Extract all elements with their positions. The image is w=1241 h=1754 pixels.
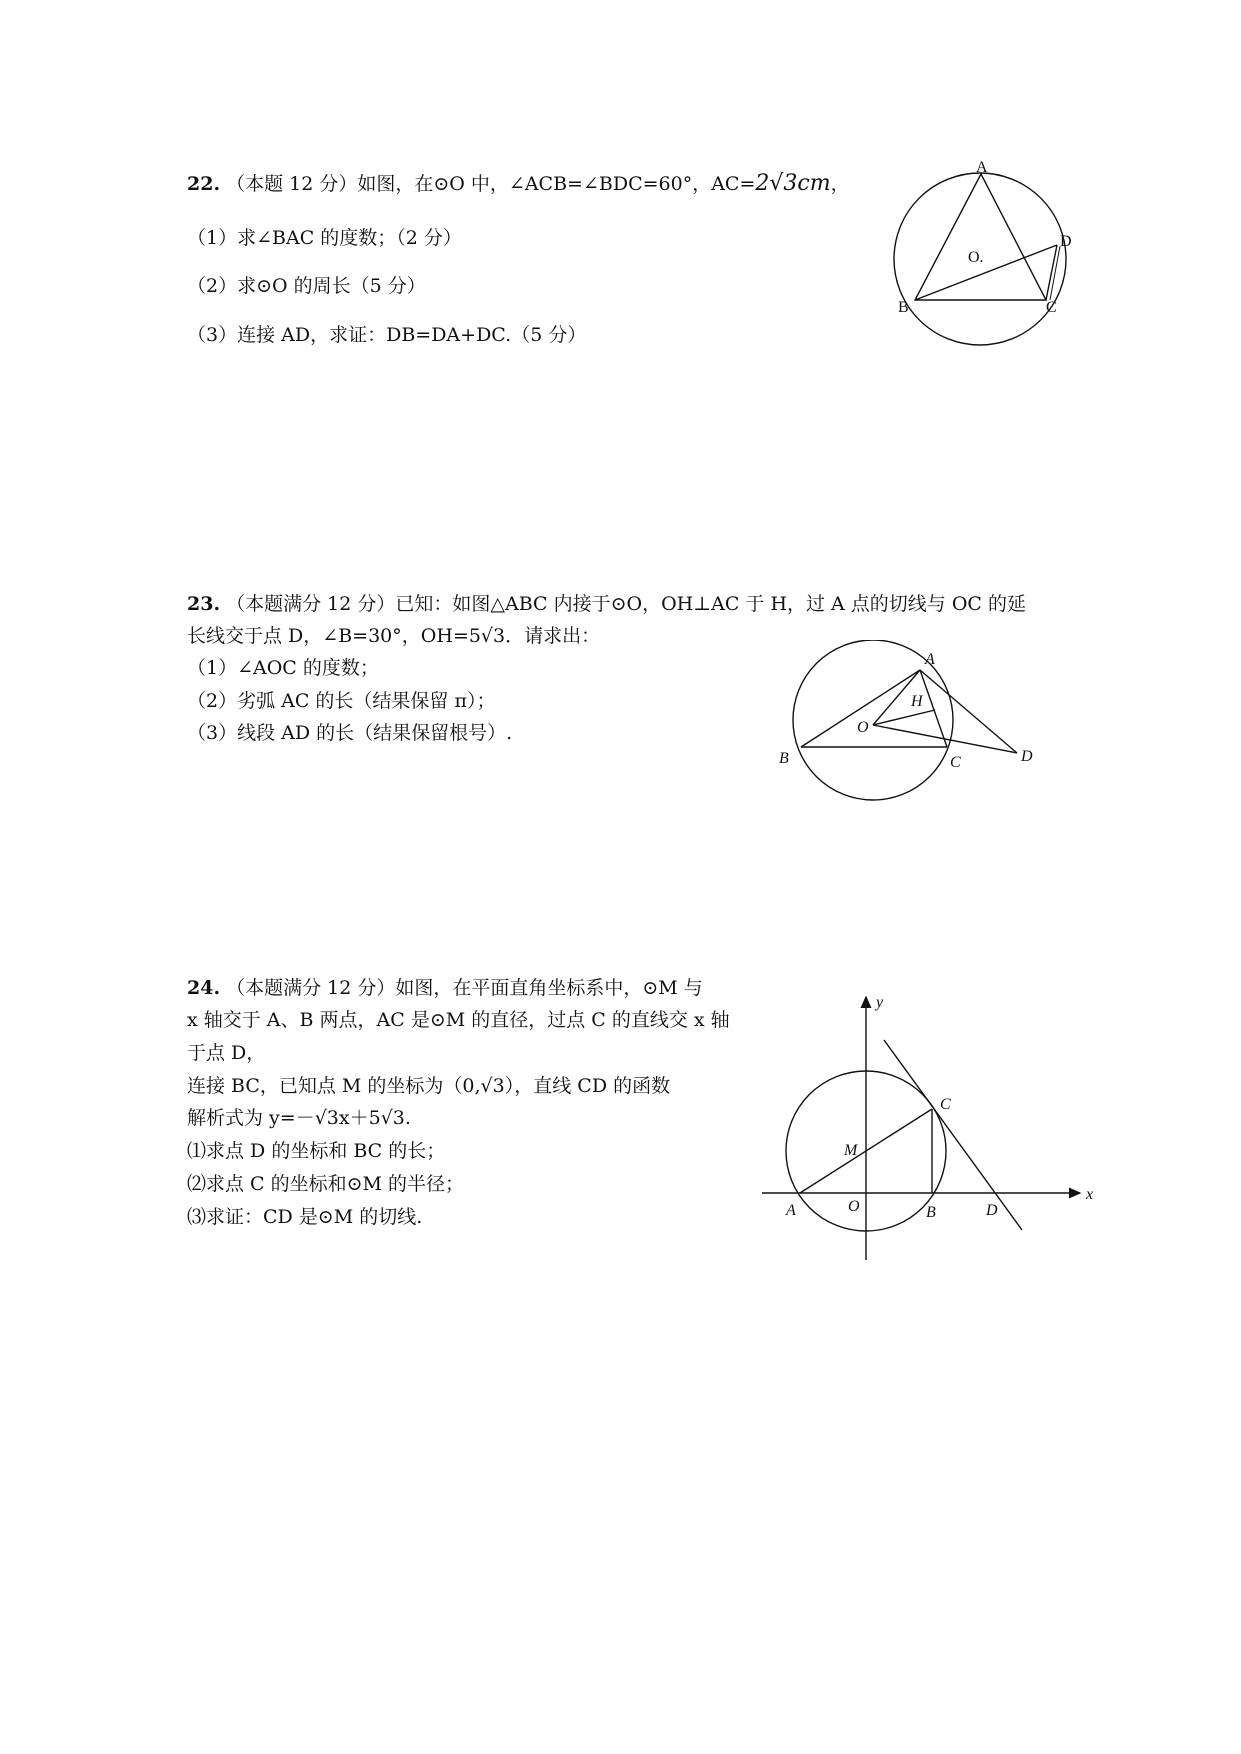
q22-segment-bd — [915, 245, 1057, 300]
q23-label-d: D — [1021, 748, 1033, 765]
q23-line2: 长线交于点 D，∠B=30°，OH=5√3．请求出： — [187, 625, 601, 647]
q23-text1: （本题满分 12 分）已知：如图△ABC 内接于⊙O，OH⊥AC 于 H，过 A 点的切线与 OC 的延 — [226, 593, 1027, 615]
q24-label-y: y — [876, 994, 884, 1011]
q22-label-a: A — [976, 160, 988, 176]
q23-segment-od — [873, 725, 1017, 753]
q24-sub3: ⑶求证：CD 是⊙M 的切线. — [187, 1206, 423, 1228]
q24-text1: （本题满分 12 分）如图，在平面直角坐标系中，⊙M 与 — [226, 977, 703, 999]
q24-label-a: A — [786, 1202, 796, 1219]
q23-label-h: H — [911, 693, 923, 710]
q22-figure — [880, 160, 1100, 350]
q22-tail: ， — [830, 173, 850, 195]
q24-line5: 解析式为 y=－√3x＋5√3. — [187, 1107, 411, 1129]
q22-triangle-abc — [915, 174, 1046, 300]
q22-sub1: （1）求∠BAC 的度数；（2 分） — [187, 227, 462, 249]
q23-sub2: （2）劣弧 AC 的长（结果保留 π）； — [187, 690, 496, 712]
q22-line1 — [187, 172, 850, 196]
q24-label-x: x — [1086, 1186, 1094, 1203]
q22-label-d: D — [1060, 233, 1072, 250]
q24-line-cd — [884, 1040, 1022, 1230]
q23-label-c: C — [950, 754, 961, 771]
q24-sub2: ⑵求点 C 的坐标和⊙M 的半径； — [187, 1173, 465, 1195]
q23-figure — [775, 640, 1050, 805]
q24-line1 — [187, 976, 703, 1000]
q23-label-o: O — [857, 719, 869, 736]
q24-figure — [760, 985, 1110, 1267]
q22-text: （本题 12 分）如图，在⊙O 中，∠ACB=∠BDC=60°，AC= — [226, 173, 756, 195]
q23-sub3: （3）线段 AD 的长（结果保留根号）. — [187, 722, 513, 744]
q23-sub1: （1）∠AOC 的度数； — [187, 657, 379, 679]
q24-line2: x 轴交于 A、B 两点，AC 是⊙M 的直径，过点 C 的直线交 x 轴 — [187, 1009, 730, 1031]
q24-label-b: B — [926, 1204, 936, 1221]
q24-label-c: C — [940, 1096, 951, 1113]
q23-label-a: A — [925, 651, 935, 668]
q22-number: 22. — [187, 173, 221, 195]
q22-sub3: （3）连接 AD，求证：DB=DA+DC.（5 分） — [187, 324, 587, 346]
q24-sub1: ⑴求点 D 的坐标和 BC 的长； — [187, 1140, 446, 1162]
q24-label-m: M — [844, 1142, 858, 1159]
q23-label-b: B — [779, 750, 789, 767]
q24-label-o: O — [848, 1198, 860, 1215]
q22-math: 2√3cm — [755, 171, 831, 196]
q23-line1 — [187, 592, 1026, 616]
q24-line4: 连接 BC，已知点 M 的坐标为（0,√3），直线 CD 的函数 — [187, 1075, 671, 1097]
q22-label-b: B — [898, 299, 909, 316]
q23-segment-oh — [873, 710, 935, 725]
q24-number: 24. — [187, 977, 221, 999]
q22-label-o: O. — [968, 249, 984, 266]
q24-label-d: D — [986, 1202, 998, 1219]
q22-sub2: （2）求⊙O 的周长（5 分） — [187, 275, 426, 297]
q22-label-c: C — [1046, 299, 1057, 316]
q23-number: 23. — [187, 593, 221, 615]
q24-line3: 于点 D， — [187, 1042, 266, 1064]
